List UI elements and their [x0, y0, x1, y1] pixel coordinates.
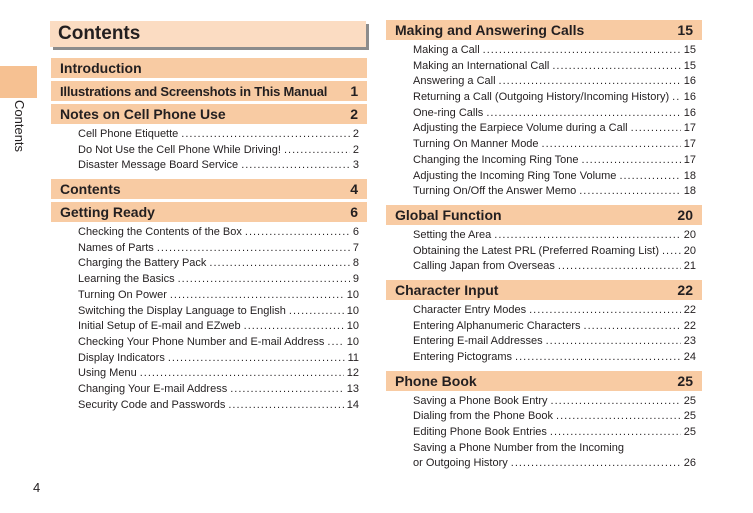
entry-page: 17: [683, 122, 696, 135]
entry-title: Calling Japan from Overseas: [413, 260, 555, 273]
entry-title: Making a Call: [413, 44, 480, 56]
entry-page: 15: [683, 44, 696, 56]
toc-entry[interactable]: [51, 128, 367, 144]
entry-page: 23: [683, 335, 696, 348]
entry-page: 10: [346, 320, 359, 333]
toc-entry[interactable]: [386, 154, 702, 170]
entry-title: Answering a Call: [413, 75, 496, 88]
section-title: Phone Book: [395, 372, 477, 389]
entry-title: Cell Phone Etiquette: [78, 128, 179, 140]
entry-page: 13: [346, 382, 359, 395]
section-header[interactable]: [386, 371, 702, 391]
toc-entry[interactable]: [51, 336, 367, 352]
dot-leader: [556, 410, 681, 422]
entry-title: Names of Parts: [78, 241, 154, 254]
entry-title: Do Not Use the Cell Phone While Driving!: [78, 143, 281, 156]
dot-leader: [579, 185, 681, 197]
dot-leader: [284, 144, 350, 156]
entry-page: 17: [683, 153, 696, 166]
toc-entry[interactable]: [51, 226, 367, 242]
toc-entry[interactable]: [386, 245, 702, 261]
dot-leader: [209, 257, 349, 269]
toc-entry[interactable]: [386, 75, 702, 91]
entry-title: Saving a Phone Book Entry: [413, 394, 548, 407]
dot-leader: [529, 304, 681, 316]
toc-entry[interactable]: [51, 273, 367, 289]
entry-list: [51, 124, 367, 179]
toc-entry[interactable]: [386, 457, 702, 473]
dot-leader: [230, 383, 344, 395]
entry-title: Setting the Area: [413, 228, 492, 241]
entry-title: Charging the Battery Pack: [78, 257, 207, 270]
entry-page: 14: [346, 398, 359, 411]
section-title: Getting Ready: [60, 204, 155, 221]
entry-page: 16: [683, 91, 696, 104]
entry-page: 15: [683, 59, 696, 72]
side-tab: [0, 66, 37, 98]
section-page: 1: [350, 83, 358, 99]
entry-page: 18: [683, 185, 696, 198]
entry-title: Adjusting the Earpiece Volume during a Call: [413, 122, 628, 135]
entry-page: 20: [683, 228, 696, 241]
page-title-box: [50, 21, 366, 47]
entry-page: 17: [683, 138, 696, 151]
entry-page: 26: [683, 457, 696, 470]
entry-title: Adjusting the Incoming Ring Tone Volume: [413, 169, 617, 182]
toc-entry[interactable]: [51, 399, 367, 415]
entry-page: 21: [683, 260, 696, 273]
toc-entry[interactable]: [386, 107, 702, 123]
entry-page: 6: [352, 226, 359, 239]
entry-title: Turning On Power: [78, 288, 167, 301]
entry-title: Initial Setup of E-mail and EZweb: [78, 320, 241, 333]
dot-leader: [511, 457, 681, 469]
dot-leader: [228, 399, 343, 411]
dot-leader: [170, 289, 344, 301]
entry-title: Character Entry Modes: [413, 303, 527, 316]
entry-page: 8: [352, 257, 359, 270]
entry-page: 2: [352, 128, 359, 140]
toc-entry[interactable]: [386, 442, 702, 458]
dot-leader: [499, 75, 681, 87]
toc-entry[interactable]: [386, 410, 702, 426]
toc-entry[interactable]: [51, 159, 367, 175]
toc-entry[interactable]: [386, 170, 702, 186]
dot-leader: [168, 352, 345, 364]
section-title: Character Input: [395, 281, 499, 298]
entry-title: Changing the Incoming Ring Tone: [413, 153, 579, 166]
toc-entry[interactable]: [386, 185, 702, 201]
toc-entry[interactable]: [386, 122, 702, 138]
entry-page: 7: [352, 241, 359, 254]
toc-entry[interactable]: [386, 320, 702, 336]
dot-leader: [483, 44, 681, 56]
entry-list: [51, 222, 367, 418]
dot-leader: [494, 229, 680, 241]
entry-page: 16: [683, 75, 696, 88]
entry-page: 20: [683, 244, 696, 257]
entry-page: 10: [346, 335, 359, 348]
toc-entry[interactable]: [51, 257, 367, 273]
entry-page: 12: [346, 367, 359, 380]
section-page: 25: [677, 372, 693, 389]
page-title: Contents: [58, 23, 141, 44]
dot-leader: [582, 154, 681, 166]
entry-title: Making an International Call: [413, 59, 550, 72]
toc-entry[interactable]: [386, 351, 702, 367]
toc-entry[interactable]: [51, 320, 367, 336]
section-header[interactable]: [51, 81, 367, 101]
entry-title: Checking Your Phone Number and E-mail Address: [78, 335, 325, 348]
entry-title: One-ring Calls: [413, 106, 484, 119]
toc-entry[interactable]: [51, 367, 367, 383]
section-title: Illustrations and Screenshots in This Manual: [60, 83, 328, 99]
entry-title: Entering Pictograms: [413, 351, 513, 363]
toc-entry[interactable]: [386, 60, 702, 76]
entry-title: Turning On/Off the Answer Memo: [413, 185, 577, 198]
entry-title: Security Code and Passwords: [78, 398, 226, 411]
entry-title: Editing Phone Book Entries: [413, 426, 547, 439]
dot-leader: [558, 260, 681, 272]
dot-leader: [550, 426, 681, 438]
dot-leader: [289, 305, 344, 317]
dot-leader: [672, 91, 681, 103]
dot-leader: [551, 395, 681, 407]
toc-entry[interactable]: [386, 44, 702, 60]
entry-page: 22: [683, 319, 696, 332]
toc-entry[interactable]: [386, 304, 702, 320]
left-column: [51, 58, 367, 418]
dot-leader: [245, 226, 350, 238]
entry-page: 11: [347, 351, 359, 364]
section-page: 6: [350, 204, 358, 221]
entry-list: [386, 225, 702, 280]
entry-page: 16: [683, 106, 696, 119]
entry-title: Disaster Message Board Service: [78, 159, 239, 172]
dot-leader: [619, 170, 680, 182]
section-header[interactable]: [386, 280, 702, 300]
dot-leader: [181, 128, 350, 140]
entry-page: 10: [346, 288, 359, 301]
section-header[interactable]: [51, 202, 367, 222]
entry-page: 25: [683, 394, 696, 407]
section-header[interactable]: [386, 20, 702, 40]
dot-leader: [178, 273, 350, 285]
section-header[interactable]: [51, 104, 367, 124]
toc-entry[interactable]: [51, 242, 367, 258]
entry-list: [386, 300, 702, 371]
entry-title: Changing Your E-mail Address: [78, 382, 228, 395]
entry-list: [386, 391, 702, 477]
entry-title: Turning On Manner Mode: [413, 138, 539, 151]
dot-leader: [244, 320, 344, 332]
section-title: Making and Answering Calls: [395, 22, 585, 38]
entry-page: 9: [352, 273, 359, 286]
section-page: 20: [677, 206, 693, 223]
dot-leader: [542, 138, 681, 150]
entry-title: or Outgoing History: [413, 457, 508, 470]
entry-page: 25: [683, 426, 696, 439]
dot-leader: [157, 242, 350, 254]
section-header[interactable]: [386, 205, 702, 225]
entry-page: 25: [683, 410, 696, 423]
entry-title: Checking the Contents of the Box: [78, 226, 242, 239]
toc-entry[interactable]: [386, 426, 702, 442]
entry-title: Entering E-mail Addresses: [413, 335, 543, 348]
entry-page: 24: [683, 351, 696, 363]
toc-entry[interactable]: [386, 229, 702, 245]
section-title: Contents: [60, 181, 121, 198]
dot-leader: [584, 320, 681, 332]
entry-page: 2: [352, 143, 359, 156]
toc-entry[interactable]: [51, 352, 367, 368]
dot-leader: [631, 122, 681, 134]
toc-entry[interactable]: [51, 383, 367, 399]
section-page: 2: [350, 106, 358, 122]
entry-title: Returning a Call (Outgoing History/Incoming History): [413, 91, 670, 104]
entry-title: Obtaining the Latest PRL (Preferred Roaming List): [413, 244, 659, 257]
entry-page: 10: [346, 304, 359, 317]
entry-title: Dialing from the Phone Book: [413, 410, 554, 423]
dot-leader: [241, 159, 350, 171]
section-title: Introduction: [60, 60, 142, 76]
section-page: 22: [677, 281, 693, 298]
dot-leader: [486, 107, 680, 119]
entry-title: Switching the Display Language to English: [78, 304, 286, 317]
dot-leader: [327, 336, 343, 348]
dot-leader: [140, 367, 344, 379]
section-header[interactable]: [51, 179, 367, 199]
toc-entry[interactable]: [386, 335, 702, 351]
side-label: Contents: [12, 100, 27, 153]
section-header[interactable]: [51, 58, 367, 78]
dot-leader: [546, 335, 681, 347]
toc-entry[interactable]: [51, 144, 367, 160]
entry-page: 22: [683, 303, 696, 316]
dot-leader: [552, 60, 680, 72]
entry-page: 3: [352, 159, 359, 172]
toc-entry[interactable]: [386, 138, 702, 154]
entry-title: Learning the Basics: [78, 273, 175, 286]
entry-page: 18: [683, 169, 696, 182]
dot-leader: [515, 351, 681, 363]
dot-leader: [662, 245, 681, 257]
section-page: 4: [350, 181, 358, 198]
toc-entry[interactable]: [386, 260, 702, 276]
entry-title: Using Menu: [78, 367, 137, 380]
section-title: Notes on Cell Phone Use: [60, 106, 226, 122]
right-column: [386, 20, 702, 477]
toc-entry[interactable]: [51, 305, 367, 321]
entry-title: Display Indicators: [78, 351, 165, 364]
entry-title: Entering Alphanumeric Characters: [413, 319, 581, 332]
toc-entry[interactable]: [51, 289, 367, 305]
page-number: 4: [33, 480, 41, 495]
entry-list: [386, 40, 702, 205]
toc-entry[interactable]: [386, 395, 702, 411]
toc-entry[interactable]: [386, 91, 702, 107]
section-page: 15: [677, 22, 693, 38]
section-title: Global Function: [395, 206, 502, 223]
entry-title: Saving a Phone Number from the Incoming: [413, 441, 624, 454]
